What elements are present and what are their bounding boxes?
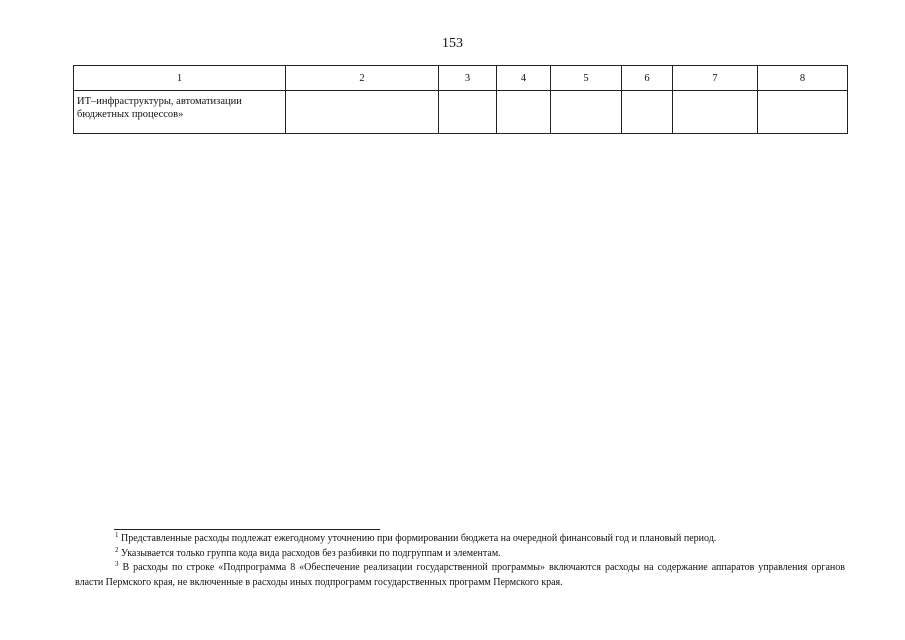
column-header: 6 xyxy=(622,66,673,91)
column-header: 2 xyxy=(286,66,439,91)
footnote-mark: 1 xyxy=(115,531,119,539)
table-row xyxy=(74,91,848,134)
footnote-mark: 3 xyxy=(115,560,119,568)
column-header: 3 xyxy=(439,66,497,91)
footnote-text: Указывается только группа кода вида расходов без разбивки по подгруппам и элементам. xyxy=(121,547,501,559)
row-name-cell: ИТ–инфраструктуры, автоматизации бюджетных процессов» xyxy=(74,91,286,134)
table-cell xyxy=(439,91,497,134)
column-header: 8 xyxy=(758,66,848,91)
table-cell xyxy=(286,91,439,134)
table-cell xyxy=(551,91,622,134)
footnote-1 xyxy=(75,532,845,547)
budget-table xyxy=(73,65,848,134)
column-header: 7 xyxy=(673,66,758,91)
column-header: 4 xyxy=(497,66,551,91)
table-cell xyxy=(758,91,848,134)
page-number: 153 xyxy=(442,36,463,51)
footnote-text: Представленные расходы подлежат ежегодному уточнению при формировании бюджета на очередной финансовый год и плановый период. xyxy=(121,533,717,544)
footnote-3 xyxy=(75,561,845,590)
column-header: 5 xyxy=(551,66,622,91)
table-cell xyxy=(622,91,673,134)
footnote-2 xyxy=(75,547,845,562)
table-cell xyxy=(673,91,758,134)
footnote-mark: 2 xyxy=(115,545,119,554)
column-header: 1 xyxy=(74,66,286,91)
footnote-text: В расходы по строке «Подпрограмма 8 «Обеспечение реализации государственной программы» включаются расходы на содержание аппаратов управления органов власти Пермского края, не включенные в расходы иных подпрограмм государственных программ Пермского края. xyxy=(75,562,845,588)
table-cell xyxy=(497,91,551,134)
footnote-separator xyxy=(114,529,380,530)
table-header-row xyxy=(74,66,848,91)
footnotes xyxy=(75,532,845,590)
